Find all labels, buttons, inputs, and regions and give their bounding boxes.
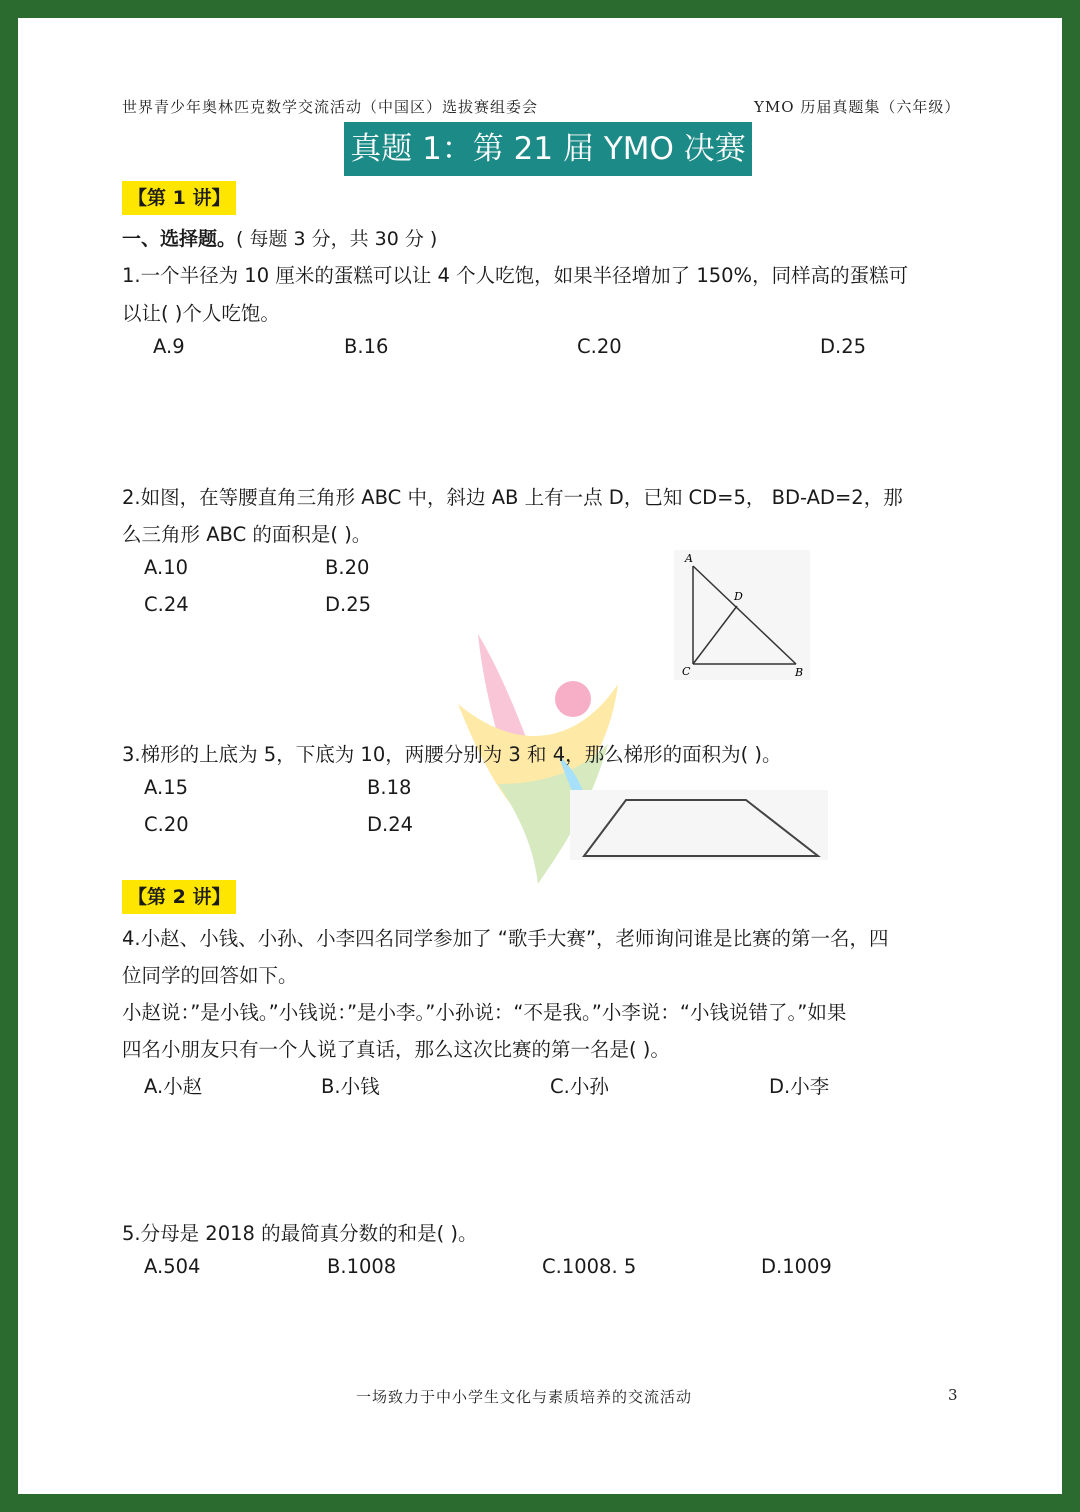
q5-option-a: A.504 [144,1255,201,1278]
section-note: ( 每题 3 分，共 30 分 ) [236,228,438,250]
q1-line2: 以让( )个人吃饱。 [122,302,280,325]
q3-trapezoid-figure [570,790,828,860]
q1-option-b: B.16 [344,335,389,358]
q2-line2: 么三角形 ABC 的面积是( )。 [122,523,372,546]
figure-label-a: A [685,552,693,565]
figure-label-d: D [734,590,743,603]
q2-option-b: B.20 [325,556,370,579]
q1-line1: 1.一个半径为 10 厘米的蛋糕可以让 4 个人吃饱，如果半径增加了 150%，同样高的蛋糕可 [122,264,909,287]
q2-option-c: C.24 [144,593,189,616]
q1-option-d: D.25 [820,335,867,358]
q1-option-a: A.9 [153,335,185,358]
section-heading [122,224,437,251]
q4-option-a: A.小赵 [144,1075,203,1098]
q4-option-c: C.小孙 [550,1075,609,1098]
q3-line1: 3.梯形的上底为 5，下底为 10，两腰分别为 3 和 4，那么梯形的面积为( )。 [122,743,782,766]
q4-line4: 四名小朋友只有一个人说了真话，那么这次比赛的第一名是( )。 [122,1038,670,1061]
section-label: 一、选择题。 [122,228,237,250]
q2-option-a: A.10 [144,556,189,579]
q4-option-d: D.小李 [769,1075,830,1098]
q3-option-b: B.18 [367,776,412,799]
q5-option-d: D.1009 [761,1255,832,1278]
q5-option-b: B.1008 [327,1255,397,1278]
page-number: 3 [948,1386,959,1404]
q2-line1: 2.如图，在等腰直角三角形 ABC 中，斜边 AB 上有一点 D，已知 CD=5， BD-AD=2，那 [122,486,903,509]
q4-line3: 小赵说：”是小钱。”小钱说：”是小李。”小孙说：“不是我。”小李说：“小钱说错了。”如果 [122,1001,847,1024]
lecture-2-label: 【第 2 讲】 [122,880,236,914]
q3-option-d: D.24 [367,813,414,836]
figure-label-b: B [795,666,804,679]
q5-line1: 5.分母是 2018 的最简真分数的和是( )。 [122,1222,478,1245]
header-organizer: 世界青少年奥林匹克数学交流活动（中国区）选拔赛组委会 [122,98,539,116]
q5-option-c: C.1008. 5 [542,1255,637,1278]
q3-option-c: C.20 [144,813,189,836]
q2-triangle-figure [674,550,810,680]
document-page [18,18,1062,1494]
q3-option-a: A.15 [144,776,189,799]
figure-label-c: C [682,665,691,678]
lecture-1-label: 【第 1 讲】 [122,181,236,215]
header-collection: YMO 历届真题集（六年级） [754,98,961,116]
q4-option-b: B.小钱 [321,1075,380,1098]
footer-slogan: 一场致力于中小学生文化与素质培养的交流活动 [356,1388,693,1406]
q2-option-d: D.25 [325,593,372,616]
q1-option-c: C.20 [577,335,622,358]
page-title: 真题 1：第 21 届 YMO 决赛 [344,122,752,176]
q4-line2: 位同学的回答如下。 [122,964,298,987]
q4-line1: 4.小赵、小钱、小孙、小李四名同学参加了 “歌手大赛”，老师询问谁是比赛的第一名，四 [122,927,889,950]
